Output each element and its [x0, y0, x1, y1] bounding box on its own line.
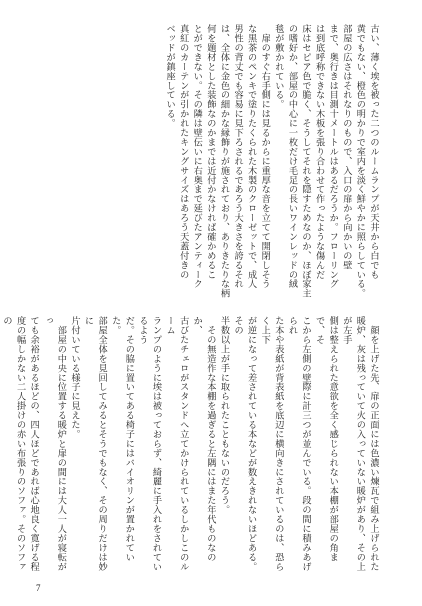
text-line: 真紅のカーテンが引かれたキングサイズはあろう天蓋付きの: [177, 24, 189, 280]
text-line: 半数以上が手に取られたこともないのだろう。: [218, 316, 230, 515]
text-line: 扉のすぐ右手側には見るからに重厚な音を立てて開閉しそう: [259, 24, 271, 289]
text-block-lower: [0, 316, 380, 578]
text-line: 暖炉、灰は残っていて火の入っていない暖炉があり、その上が左手: [340, 316, 366, 572]
text-line: 古い、薄く埃を被った二つのルームランプが天井から白でも: [368, 24, 379, 280]
text-line: ランプのように埃は被っておらず、綺麗に手入れをされているよう: [136, 316, 162, 572]
text-line: その無造作な本棚を過ぎると左隅にはまた年代ものなのか、: [191, 316, 216, 562]
text-line: 毯が敷かれている。: [272, 24, 284, 110]
text-line: 男性の背丈でも容易に見下ろされるであろう大きさを誇るそれ: [232, 24, 244, 289]
text-line: 何を題材とした装飾なのかまでは近付かなければ確かめるこ: [204, 24, 216, 280]
text-line: 顔を上げた先、扉の正面には色濃い煉瓦で組み上げられた: [368, 316, 379, 572]
text-line: 部屋全体を見回してみるとそうでもなく、その周りだけは妙に: [82, 316, 108, 572]
text-line: 黄でもない、橙色の明かりで室内を淡く鮮やかに照らしている。: [354, 24, 366, 299]
text-line: 部屋の広さはそれなりのもので、入口の扉から向かいの壁: [340, 24, 352, 270]
text-line: ベッドが鎮座している。: [164, 24, 176, 128]
text-line: 側は整えられた意欲を全く感じられない本棚が部屋の角まで、そ: [313, 316, 339, 562]
text-block-upper: [42, 24, 380, 306]
text-line: まで、奥行きは目測十メートルはあるだろうか。フローリング: [327, 24, 339, 289]
text-line: た本や表紙が背表紙を底辺に横向きにされているのは、恐らく上下: [259, 316, 284, 572]
text-line: な黒茶のペンキで塗りたくられた木製のクローゼットで、成人: [245, 24, 257, 289]
text-line: は、全体に金色の細かな縁飾りが施されており、ありきたりな柄: [218, 24, 230, 299]
text-line: 古びたチェロがスタンドへ立てかけられているしかしこのルーム: [164, 316, 189, 572]
text-line: 床はセピア色で脆く、そうしてそれを隠すためなのか、ほぼ家主: [300, 24, 312, 299]
text-line: だ。その脇に置いてある椅子にはバイオリンが置かれていた。: [109, 316, 135, 562]
text-line: は到底呼称できない木板を張り合わせて作ったような傷んだ: [313, 24, 325, 280]
page-number: 7: [36, 583, 41, 593]
text-line: こから左側の壁際に計三つが並んでいる。段の間に積みあげられ: [286, 316, 312, 572]
text-line: の嗜好か、部屋の中心に一枚だけ毛足の長いワインレッドの絨: [286, 24, 298, 289]
text-line: 部屋の中央に位置する暖炉と扉の間には大人一人が寝転がっ: [41, 316, 67, 572]
text-line: 度の幅しかない二人掛けの赤い布張りのソファ。そのソファの: [0, 316, 26, 572]
text-line: とができない。その隣は壁伝いに右奥まで延びたアンティーク: [191, 24, 203, 289]
text-line: 片付いている様子に見えた。: [68, 316, 80, 439]
text-line: が逆になって差されている本などが数えきれないほどある。その: [232, 316, 257, 572]
text-line: ても余裕があるほどの、四人ほどであれば心地良く寛げる程: [28, 316, 40, 572]
